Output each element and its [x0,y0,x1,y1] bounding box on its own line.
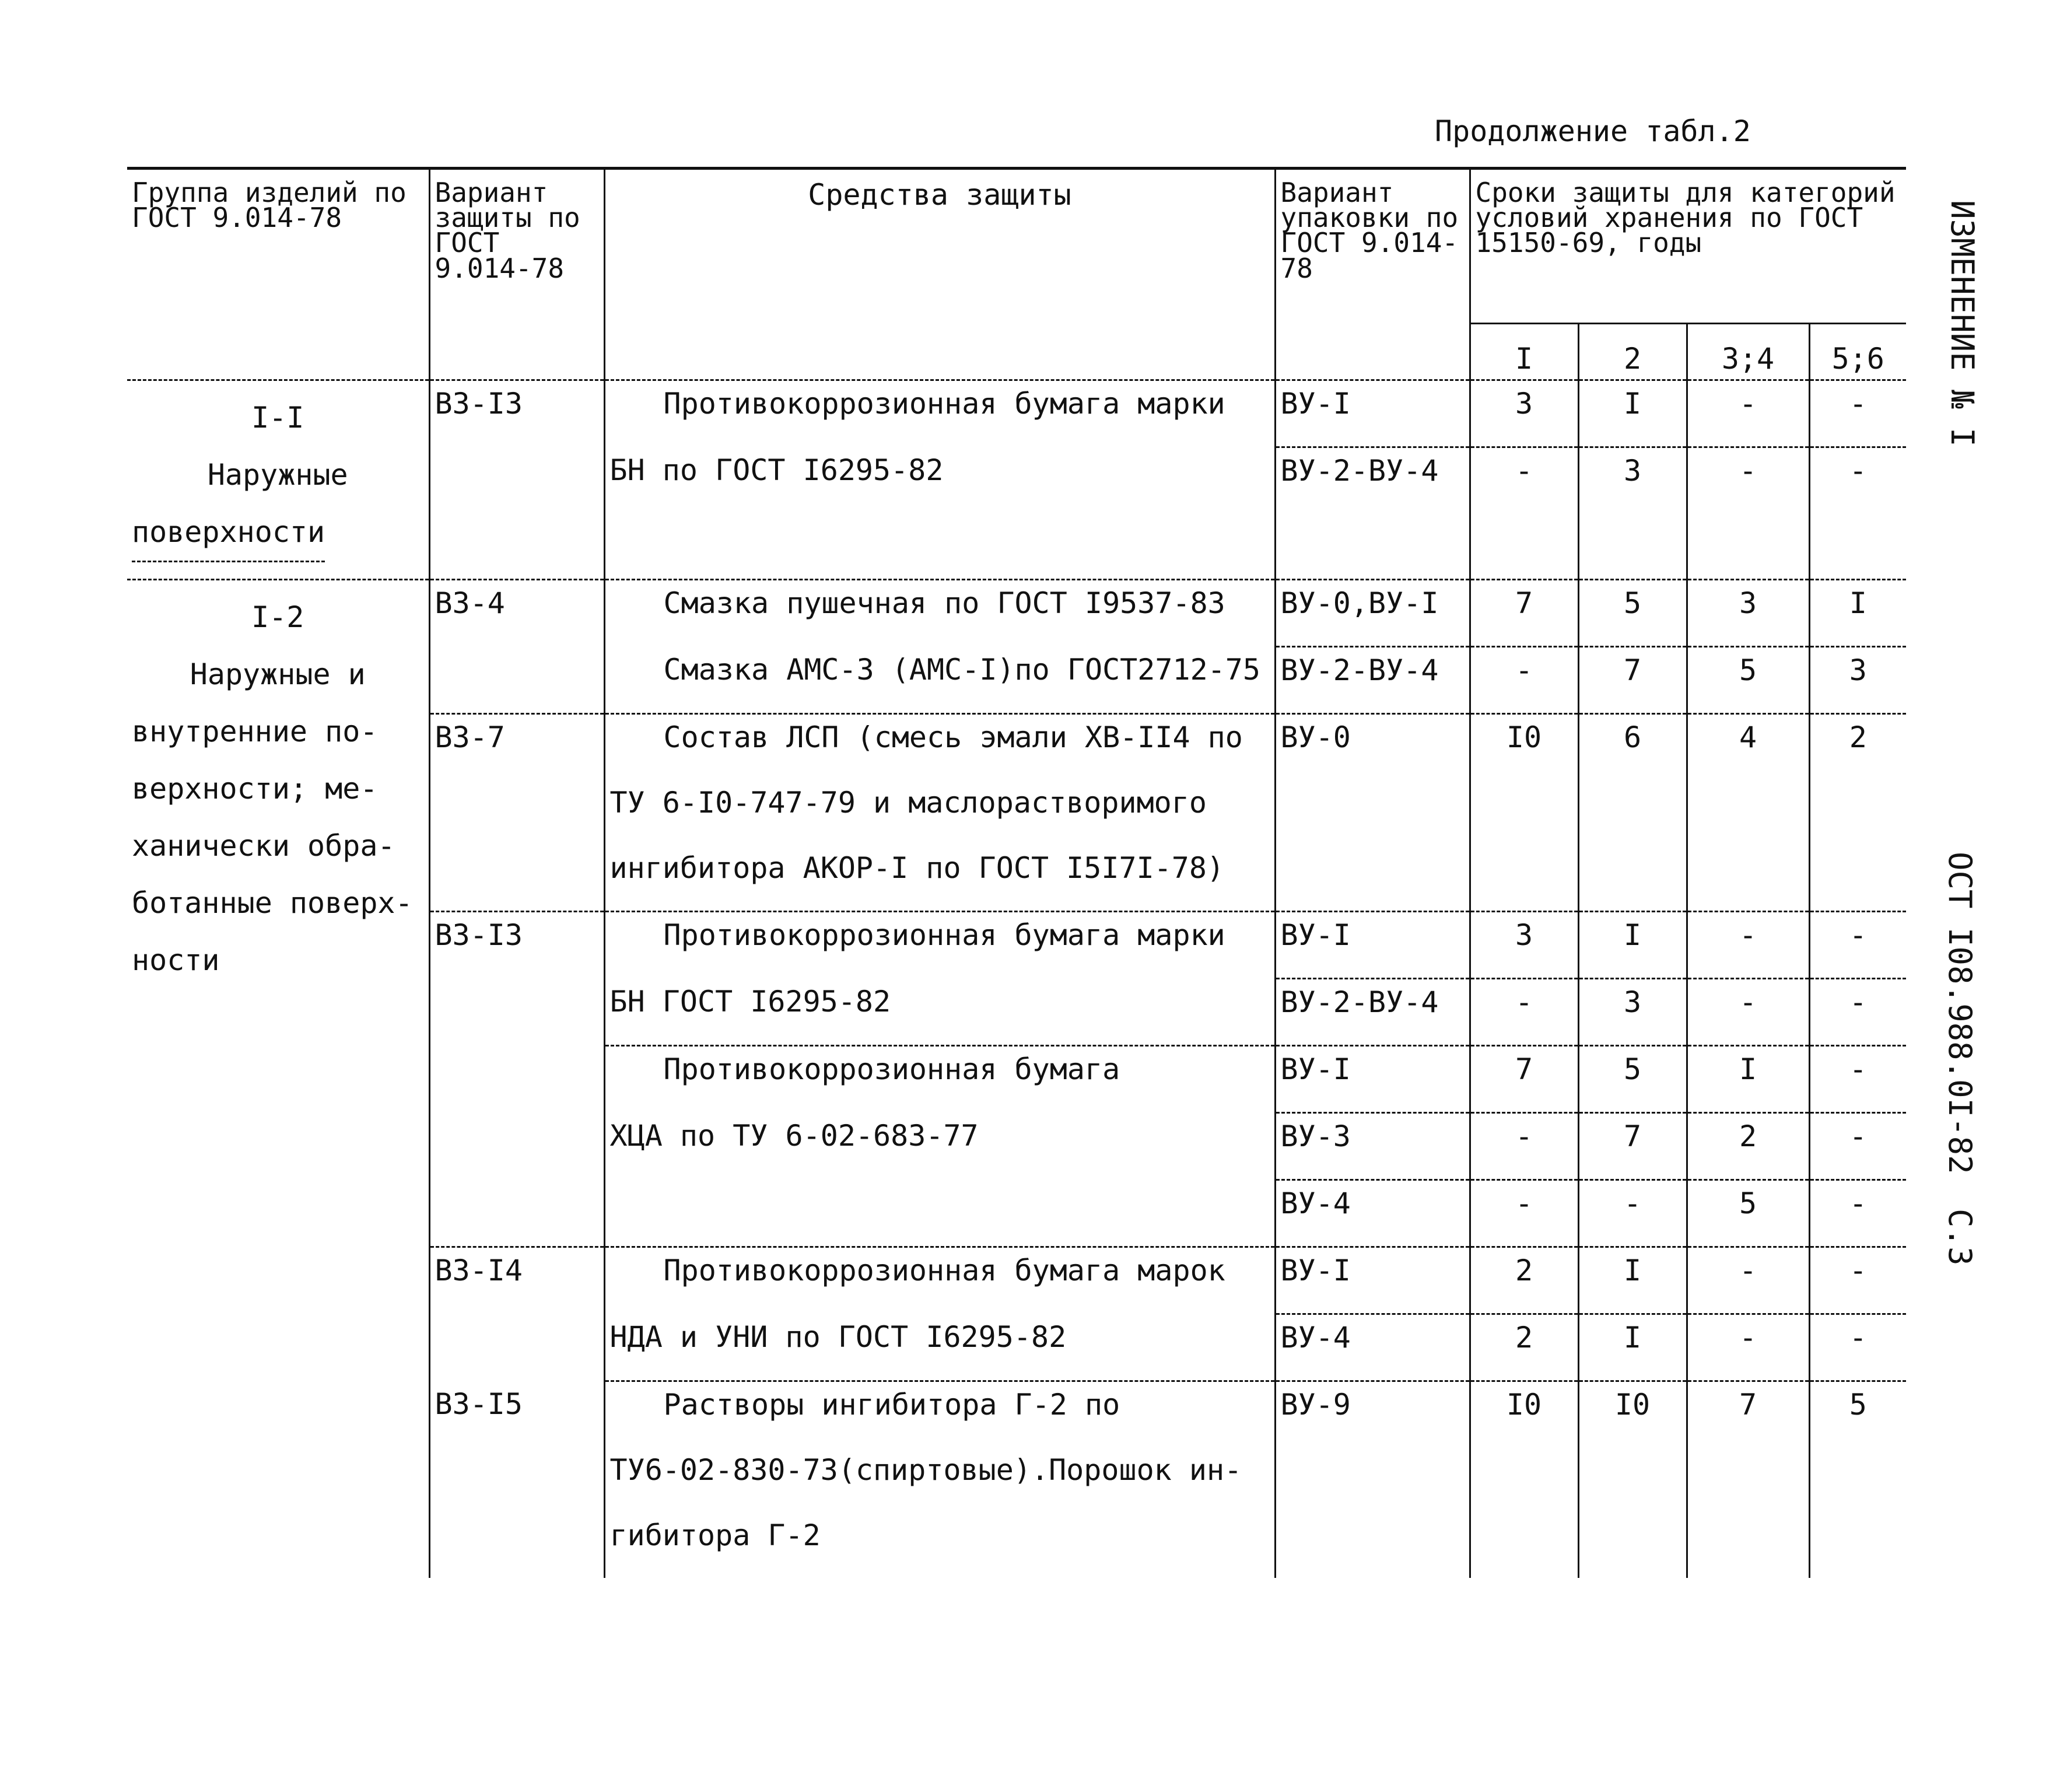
header-cat-56: 5;6 [1809,324,1906,380]
variant-cell: ВЗ-I4 [429,1247,604,1381]
term-cat-2-empty [1578,513,1687,580]
variant-cell: ВЗ-4 [429,580,604,714]
change-stamp: ИЗМЕНЕНИЕ № I [1944,200,1981,447]
term-cat-56: - [1809,1180,1906,1247]
term-cat-1-empty [1470,1447,1578,1513]
term-cat-2-empty [1578,1513,1687,1578]
variant-cell: ВЗ-I5 [429,1381,604,1578]
term-cat-56-empty [1809,1447,1906,1513]
header-variant-pack: Вариант упаковки по ГОСТ 9.014-78 [1275,169,1470,380]
term-cat-56: - [1809,979,1906,1046]
term-cat-56: - [1809,447,1906,514]
group-1-cell [127,380,429,580]
term-cat-2: I [1578,380,1687,447]
term-cat-34: - [1687,447,1809,514]
pack-cell: ВУ-0,ВУ-I [1275,580,1470,647]
term-cat-1: - [1470,1113,1578,1180]
means-cell-empty [604,1180,1275,1247]
term-cat-56-empty [1809,513,1906,580]
pack-cell-empty [1275,780,1470,845]
pack-cell-empty [1275,1513,1470,1578]
term-cat-1: 3 [1470,380,1578,447]
term-cat-2: 5 [1578,580,1687,647]
term-cat-1-empty [1470,513,1578,580]
pack-cell: ВУ-I [1275,380,1470,447]
header-group: Группа изделий по ГОСТ 9.014-78 [127,169,429,380]
term-cat-1: 7 [1470,580,1578,647]
term-cat-2: I0 [1578,1381,1687,1448]
means-cell: Противокоррозионная бумага марки [604,912,1275,979]
header-cat-34: 3;4 [1687,324,1809,380]
means-cell: Смазка АМС-3 (АМС-I)по ГОСТ2712-75 [604,647,1275,714]
term-cat-34-empty [1687,1447,1809,1513]
term-cat-56: - [1809,1046,1906,1113]
term-cat-56: - [1809,1113,1906,1180]
term-cat-1: 3 [1470,912,1578,979]
pack-cell-empty [1275,513,1470,580]
term-cat-34: 2 [1687,1113,1809,1180]
header-cat-2: 2 [1578,324,1687,380]
term-cat-2: 6 [1578,714,1687,780]
group-2-line-1: Наружные и [190,657,366,691]
means-cell: ингибитора АКОР-I по ГОСТ I5I7I-78) [604,845,1275,912]
means-cell: Противокоррозионная бумага марок [604,1247,1275,1314]
means-cell: Противокоррозионная бумага [604,1046,1275,1113]
means-cell-empty [604,513,1275,580]
group-1-code: I-I [251,401,304,435]
term-cat-1: - [1470,1180,1578,1247]
term-cat-1: I0 [1470,1381,1578,1448]
group-2-line-2: внутренние по- [132,715,378,748]
term-cat-2-empty [1578,1447,1687,1513]
variant-cell: ВЗ-I3 [429,912,604,1247]
term-cat-56: - [1809,1314,1906,1381]
means-cell: ХЦА по ТУ 6-02-683-77 [604,1113,1275,1180]
pack-cell: ВУ-2-ВУ-4 [1275,647,1470,714]
term-cat-2: - [1578,1180,1687,1247]
term-cat-2: 3 [1578,979,1687,1046]
term-cat-2: 7 [1578,647,1687,714]
group-1-line-1: Наружные [207,458,348,492]
group-2-code: I-2 [251,600,304,634]
term-cat-34-empty [1687,513,1809,580]
term-cat-1-empty [1470,845,1578,912]
term-cat-56-empty [1809,1513,1906,1578]
term-cat-1-empty [1470,780,1578,845]
means-cell: БН ГОСТ I6295-82 [604,979,1275,1046]
term-cat-2: I [1578,912,1687,979]
table-row [127,580,1906,647]
means-cell: гибитора Г-2 [604,1513,1275,1578]
term-cat-56: I [1809,580,1906,647]
variant-cell: ВЗ-7 [429,714,604,912]
term-cat-34-empty [1687,780,1809,845]
term-cat-1: - [1470,979,1578,1046]
term-cat-1: - [1470,447,1578,514]
group-2-line-6: ности [132,943,220,977]
pack-cell: ВУ-I [1275,912,1470,979]
term-cat-34-empty [1687,1513,1809,1578]
variant-cell: ВЗ-I3 [429,380,604,580]
pack-cell: ВУ-2-ВУ-4 [1275,979,1470,1046]
term-cat-34: - [1687,979,1809,1046]
pack-cell: ВУ-4 [1275,1314,1470,1381]
means-cell: Смазка пушечная по ГОСТ I9537-83 [604,580,1275,647]
term-cat-2: 7 [1578,1113,1687,1180]
group-1-line-2: поверхности [132,503,325,562]
means-cell: Состав ЛСП (смесь эмали ХВ-II4 по [604,714,1275,780]
term-cat-34-empty [1687,845,1809,912]
header-means: Средства защиты [604,169,1275,380]
group-2-line-3: верхности; ме- [132,772,378,806]
means-cell: ТУ 6-I0-747-79 и маслорастворимого [604,780,1275,845]
term-cat-34: 7 [1687,1381,1809,1448]
term-cat-56-empty [1809,845,1906,912]
term-cat-1: 2 [1470,1314,1578,1381]
term-cat-34: 5 [1687,1180,1809,1247]
group-2-line-5: ботанные поверх- [132,886,413,920]
page-number: С.3 [1942,1209,1978,1266]
term-cat-2: I [1578,1247,1687,1314]
term-cat-56: 5 [1809,1381,1906,1448]
term-cat-56: 3 [1809,647,1906,714]
group-2-cell [127,580,429,1578]
term-cat-56: - [1809,380,1906,447]
means-cell: Растворы ингибитора Г-2 по [604,1381,1275,1448]
term-cat-1: I0 [1470,714,1578,780]
term-cat-34: 5 [1687,647,1809,714]
term-cat-56-empty [1809,780,1906,845]
means-cell: БН по ГОСТ I6295-82 [604,447,1275,514]
protection-table [127,167,1906,1578]
header-terms: Сроки защиты для категорий условий хранения по ГОСТ 15150-69, годы [1470,169,1906,324]
term-cat-1: 2 [1470,1247,1578,1314]
term-cat-34: - [1687,912,1809,979]
header-variant-protection: Вариант защиты по ГОСТ 9.014-78 [429,169,604,380]
term-cat-2-empty [1578,780,1687,845]
group-2-line-4: ханически обра- [132,829,395,863]
table-caption: Продолжение табл.2 [1435,114,1751,148]
term-cat-2: 5 [1578,1046,1687,1113]
means-cell: НДА и УНИ по ГОСТ I6295-82 [604,1314,1275,1381]
pack-cell: ВУ-I [1275,1046,1470,1113]
term-cat-34: - [1687,1247,1809,1314]
term-cat-56: - [1809,912,1906,979]
document-code: ОСТ I08.988.0I-82 [1942,852,1978,1174]
term-cat-34: I [1687,1046,1809,1113]
pack-cell-empty [1275,1447,1470,1513]
pack-cell: ВУ-I [1275,1247,1470,1314]
means-cell: ТУ6-02-830-73(спиртовые).Порошок ин- [604,1447,1275,1513]
pack-cell: ВУ-0 [1275,714,1470,780]
term-cat-34: - [1687,380,1809,447]
pack-cell: ВУ-3 [1275,1113,1470,1180]
pack-cell: ВУ-2-ВУ-4 [1275,447,1470,514]
term-cat-1: - [1470,647,1578,714]
term-cat-2-empty [1578,845,1687,912]
term-cat-34: 4 [1687,714,1809,780]
pack-cell: ВУ-9 [1275,1381,1470,1448]
term-cat-2: 3 [1578,447,1687,514]
term-cat-1-empty [1470,1513,1578,1578]
table-row [127,380,1906,447]
term-cat-34: 3 [1687,580,1809,647]
term-cat-56: - [1809,1247,1906,1314]
term-cat-1: 7 [1470,1046,1578,1113]
header-cat-1: I [1470,324,1578,380]
pack-cell: ВУ-4 [1275,1180,1470,1247]
term-cat-2: I [1578,1314,1687,1381]
term-cat-56: 2 [1809,714,1906,780]
pack-cell-empty [1275,845,1470,912]
means-cell: Противокоррозионная бумага марки [604,380,1275,447]
term-cat-34: - [1687,1314,1809,1381]
